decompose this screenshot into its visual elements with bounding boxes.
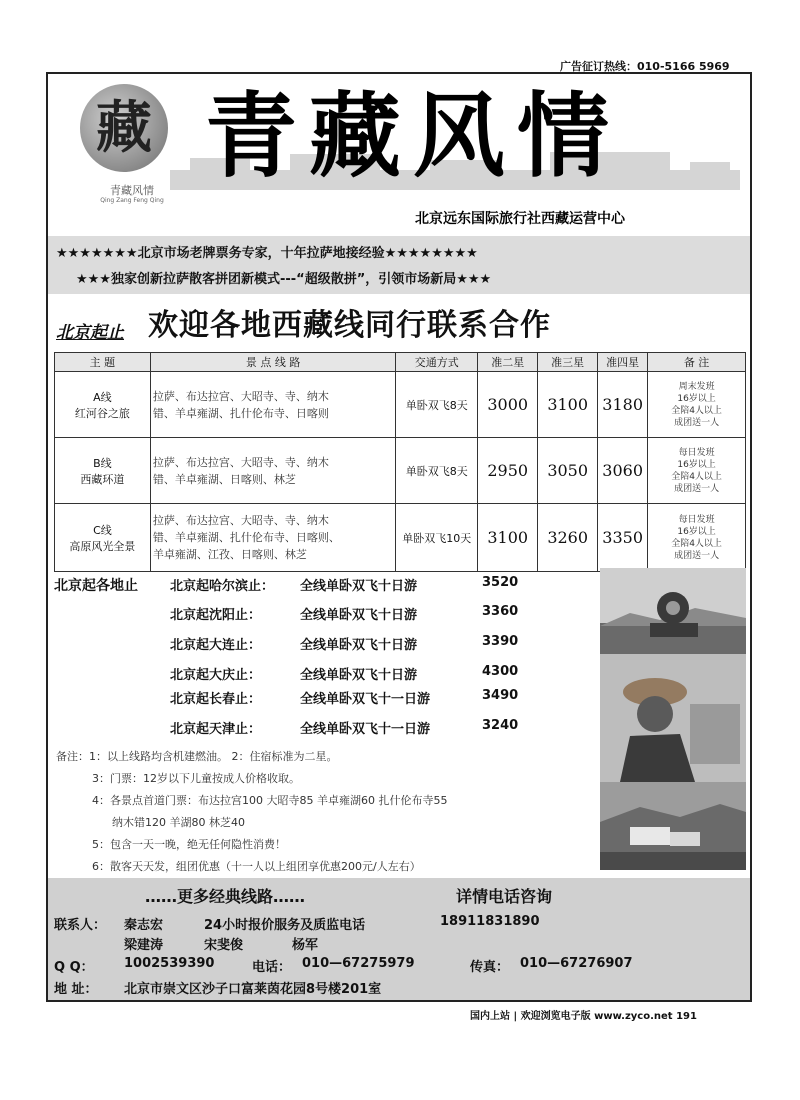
departure-route: 北京起天津止：	[170, 722, 262, 737]
price-4star: 3060	[598, 438, 648, 504]
column-header: 准二星	[478, 353, 538, 372]
contact-label: 联系人：	[54, 918, 107, 933]
headline: 欢迎各地西藏线同行联系合作	[148, 308, 551, 343]
more-routes-banner: ……更多经典线路……	[145, 887, 306, 906]
qq-label: Q Q：	[54, 960, 94, 975]
column-header: 准四星	[598, 353, 648, 372]
departure-route: 北京起沈阳止：	[170, 608, 262, 623]
departure-trip: 全线单卧双飞十日游	[300, 638, 418, 653]
note-line: 每日发班	[678, 447, 715, 458]
theme-code: A线	[93, 390, 112, 404]
qq-number[interactable]: 1002539390	[124, 956, 215, 971]
price-2star: 2950	[478, 438, 538, 504]
column-header: 景 点 线 路	[150, 353, 396, 372]
contact-name: 秦志宏	[124, 918, 164, 933]
departure-price: 3360	[482, 604, 519, 619]
column-header: 准三星	[538, 353, 598, 372]
table-row	[55, 504, 746, 572]
departure-price: 3490	[482, 688, 519, 703]
theme-cell	[55, 438, 151, 504]
potala-palace-photo	[600, 782, 746, 870]
spots-line: 错、羊卓雍湖、日喀则、林芝	[152, 472, 296, 486]
departure-trip: 全线单卧双飞十一日游	[300, 722, 431, 737]
spots-line: 拉萨、布达拉宫、大昭寺、寺、纳木	[152, 389, 329, 403]
logo-subtitle: 青藏风情	[110, 184, 154, 197]
spots-cell	[150, 438, 396, 504]
departure-trip: 全线单卧双飞十日游	[300, 668, 418, 683]
spots-line: 拉萨、布达拉宫、大昭寺、寺、纳木	[152, 514, 329, 527]
spots-cell	[150, 504, 396, 572]
organization-name: 北京远东国际旅行社西藏运营中心	[415, 211, 625, 227]
contact-name: 梁建涛	[124, 938, 164, 953]
price-3star: 3050	[538, 438, 598, 504]
price-4star: 3350	[598, 504, 648, 572]
logo-character: 藏	[96, 95, 152, 161]
note-text: 备注：1：以上线路均含机建燃油。 2：住宿标准为二星。	[56, 750, 338, 763]
dharma-wheel-photo	[600, 568, 746, 654]
departure-route: 北京起大庆止：	[170, 668, 262, 683]
departure-trip: 全线单卧双飞十日游	[300, 579, 418, 594]
theme-name: 高原风光全景	[69, 539, 136, 553]
note-line: 全陪4人以上	[671, 405, 722, 416]
departures-heading: 北京起各地止	[54, 578, 138, 594]
note-line: 全陪4人以上	[671, 538, 722, 549]
price-4star: 3180	[598, 372, 648, 438]
transport-cell: 单卧双飞10天	[396, 504, 478, 572]
table-row	[55, 438, 746, 504]
departure-price: 3240	[482, 718, 519, 733]
departure-route: 北京起哈尔滨止：	[170, 579, 275, 594]
price-2star: 3000	[478, 372, 538, 438]
column-header: 交通方式	[396, 353, 478, 372]
theme-name: 红河谷之旅	[74, 406, 130, 420]
note-text: 3：门票：12岁以下儿童按成人价格收取。	[92, 772, 300, 785]
from-beijing-tag: 北京起止	[56, 323, 124, 343]
consult-banner: 详情电话咨询	[456, 887, 553, 906]
tibetan-woman-photo	[600, 654, 746, 782]
slogan-line: ★★★独家创新拉萨散客拼团新模式---“超级散拼”，引领市场新局★★★	[76, 272, 492, 287]
address-label: 地 址：	[54, 982, 98, 997]
contact-name: 宋斐俊	[204, 938, 244, 953]
table-header-row	[55, 353, 746, 372]
page-title: 青藏风情	[205, 83, 622, 190]
note-line: 16岁以上	[677, 526, 716, 537]
contact-name: 杨军	[292, 938, 319, 953]
table-row	[55, 372, 746, 438]
spots-line: 错、羊卓雍湖、扎什伦布寺、日喀则、	[152, 531, 340, 544]
note-text: 6：散客天天发，组团优惠（十一人以上组团享优惠200元/人左右）	[92, 860, 421, 873]
departure-price: 4300	[482, 664, 519, 679]
address: 北京市崇文区沙子口富莱茵花园8号楼201室	[124, 982, 382, 997]
service-phone[interactable]: 18911831890	[440, 914, 540, 929]
service-label: 24小时报价服务及质监电话	[204, 918, 366, 933]
price-3star: 3260	[538, 504, 598, 572]
note-line: 16岁以上	[677, 393, 716, 404]
note-line: 周末发班	[678, 381, 715, 392]
spots-line: 拉萨、布达拉宫、大昭寺、寺、纳木	[152, 455, 329, 469]
note-line: 16岁以上	[677, 459, 716, 470]
column-header: 主 题	[55, 353, 151, 372]
tel-label: 电话：	[252, 960, 292, 975]
departure-price: 3390	[482, 634, 519, 649]
note-text: 纳木错120 羊湖80 林芝40	[112, 816, 245, 829]
theme-code: C线	[93, 523, 112, 537]
page-footer-line: 国内上站 | 欢迎浏览电子版 www.zyco.net 191	[470, 1011, 697, 1022]
fax-number[interactable]: 010—67276907	[520, 956, 633, 971]
note-line: 每日发班	[678, 514, 715, 525]
note-text: 4：各景点首道门票：布达拉宫100 大昭寺85 羊卓雍湖60 扎什伦布寺55	[92, 794, 448, 807]
ad-hotline: 广告征订热线：010-5166 5969	[560, 60, 730, 73]
note-cell	[648, 372, 746, 438]
departure-route: 北京起大连止：	[170, 638, 262, 653]
slogan-line: ★★★★★★★北京市场老牌票务专家，十年拉萨地接经验★★★★★★★★	[56, 246, 478, 261]
departure-price: 3520	[482, 575, 519, 590]
spots-line: 羊卓雍湖、江孜、日喀则、林芝	[152, 548, 307, 561]
note-cell	[648, 438, 746, 504]
note-line: 成团送一人	[674, 417, 720, 428]
theme-cell	[55, 504, 151, 572]
note-line: 全陪4人以上	[671, 471, 722, 482]
price-3star: 3100	[538, 372, 598, 438]
departure-trip: 全线单卧双飞十日游	[300, 608, 418, 623]
transport-cell: 单卧双飞8天	[396, 372, 478, 438]
logo-pinyin: Qing Zang Feng Qing	[100, 197, 164, 204]
departure-route: 北京起长春止：	[170, 692, 262, 707]
note-line: 成团送一人	[674, 483, 720, 494]
transport-cell: 单卧双飞8天	[396, 438, 478, 504]
note-cell	[648, 504, 746, 572]
spots-cell	[150, 372, 396, 438]
spots-line: 错、羊卓雍湖、扎什伦布寺、日喀则	[152, 406, 329, 420]
column-header: 备 注	[648, 353, 746, 372]
theme-name: 西藏环道	[80, 472, 125, 486]
note-line: 成团送一人	[674, 550, 720, 561]
fax-label: 传真：	[470, 960, 510, 975]
departure-trip: 全线单卧双飞十一日游	[300, 692, 431, 707]
theme-code: B线	[93, 456, 112, 470]
route-price-table	[54, 352, 746, 572]
theme-cell	[55, 372, 151, 438]
tel-number[interactable]: 010—67275979	[302, 956, 415, 971]
note-text: 5：包含一天一晚，绝无任何隐性消费！	[92, 838, 286, 851]
price-2star: 3100	[478, 504, 538, 572]
